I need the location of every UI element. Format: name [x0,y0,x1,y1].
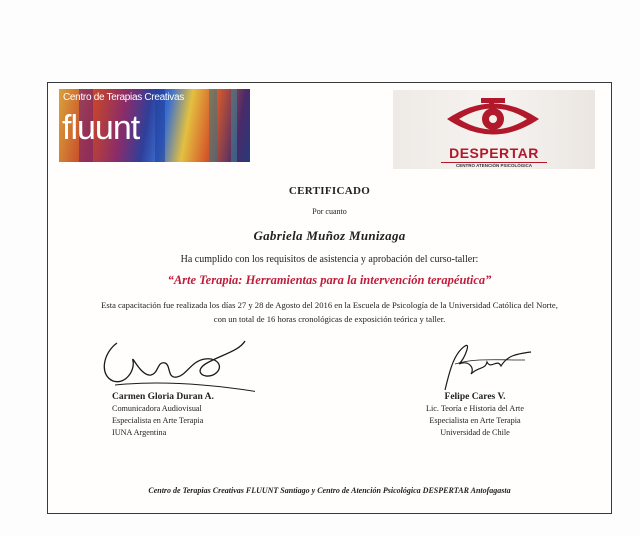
certificate-intro: Por cuanto [312,207,347,216]
fluunt-logo [59,89,250,162]
despertar-eye-icon [445,94,541,144]
recipient-name: Gabriela Muñoz Munizaga [253,228,406,243]
details-line-2: con un total de 16 horas cronológicas de exposición teórica y taller. [213,314,446,324]
despertar-logo-subtitle: CENTRO ATENCIÓN PSICOLÓGICA [455,163,532,168]
left-signer-title-2: Especialista en Arte Terapia [112,416,204,425]
despertar-logo [393,90,595,169]
fluunt-logo-caption: Centro de Terapias Creativas [63,92,184,103]
details-line-1: Esta capacitación fue realizada los días 27 y 28 de Agosto del 2016 en la Escuela de Psicología de la Universidad Católica del Norte, [101,300,558,310]
right-signer-title-2: Especialista en Arte Terapia [429,416,521,425]
left-signer-block [112,391,214,439]
certificate-title: CERTIFICADO [288,185,371,197]
right-signer-title-3: Universidad de Chile [440,428,510,437]
right-signature [435,340,535,392]
certificate-footer: Centro de Terapias Creativas FLUUNT Santiago y Centro de Atención Psicológica DESPERTAR Antofagasta [148,486,511,495]
left-signer-title-3: IUNA Argentina [112,428,167,437]
left-signature [95,335,255,395]
right-signer-block [405,391,545,439]
course-title: “Arte Terapia: Herramientas para la intervención terapéutica” [167,273,492,287]
despertar-logo-brand: DESPERTAR [449,145,539,161]
left-signer-name: Carmen Gloria Duran A. [112,392,214,402]
completion-statement: Ha cumplido con los requisitos de asistencia y aprobación del curso-taller: [180,254,479,265]
left-signer-title-1: Comunicadora Audiovisual [112,404,202,413]
right-signer-title-1: Lic. Teoría e Historia del Arte [426,404,524,413]
right-signer-name: Felipe Cares V. [444,392,506,402]
fluunt-logo-brand: fluunt [62,109,140,147]
